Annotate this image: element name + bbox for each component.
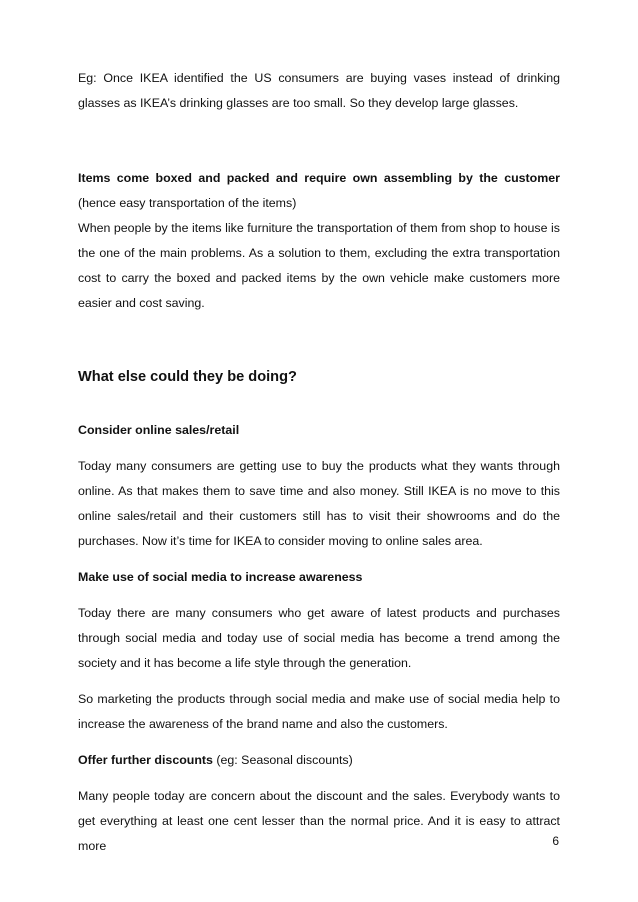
paragraph-example: Eg: Once IKEA identified the US consumers are buying vases instead of drinking glasses as IKEA’s drinking glasses are too small. So they develop large glasses. — [78, 71, 560, 110]
paragraph-social-2: So marketing the products through social media and make use of social media help to increase the awareness of the brand name and also the customers. — [78, 692, 560, 731]
boxed-heading: Items come boxed and packed and require own assembling by the customer — [78, 171, 560, 185]
page-number: 6 — [552, 834, 559, 848]
document-page — [78, 66, 560, 859]
paragraph-boxed-body: When people by the items like furniture the transportation of them from shop to house is the one of the main problems. As a solution to them, excluding the extra transportation cost to carry the boxed and packed items by the own vehicle make customers more easier and cost saving. — [78, 221, 560, 310]
paragraph-boxed-title — [78, 166, 560, 216]
paragraph-discount-title — [78, 748, 560, 773]
subheading-online: Consider online sales/retail — [78, 423, 240, 437]
paragraph-discount: Many people today are concern about the discount and the sales. Everybody wants to get everything at least one cent lesser than the normal price. And it is easy to attract more — [78, 789, 560, 853]
discount-heading: Offer further discounts — [78, 753, 213, 767]
paragraph-online: Today many consumers are getting use to buy the products what they wants through online. As that makes them to save time and also money. Still IKEA is no move to this online sales/retail and their customers still has to visit their showrooms and do the purchases. Now it’s time for IKEA to consider moving to online sales area. — [78, 459, 560, 548]
section-heading: What else could they be doing? — [78, 369, 297, 385]
subheading-social: Make use of social media to increase awareness — [78, 570, 363, 584]
discount-heading-note: (eg: Seasonal discounts) — [212, 753, 353, 767]
boxed-heading-note: (hence easy transportation of the items) — [78, 196, 297, 210]
paragraph-social-1: Today there are many consumers who get aware of latest products and purchases through social media and today use of social media has become a trend among the society and it has become a life style through the generation. — [78, 606, 560, 670]
